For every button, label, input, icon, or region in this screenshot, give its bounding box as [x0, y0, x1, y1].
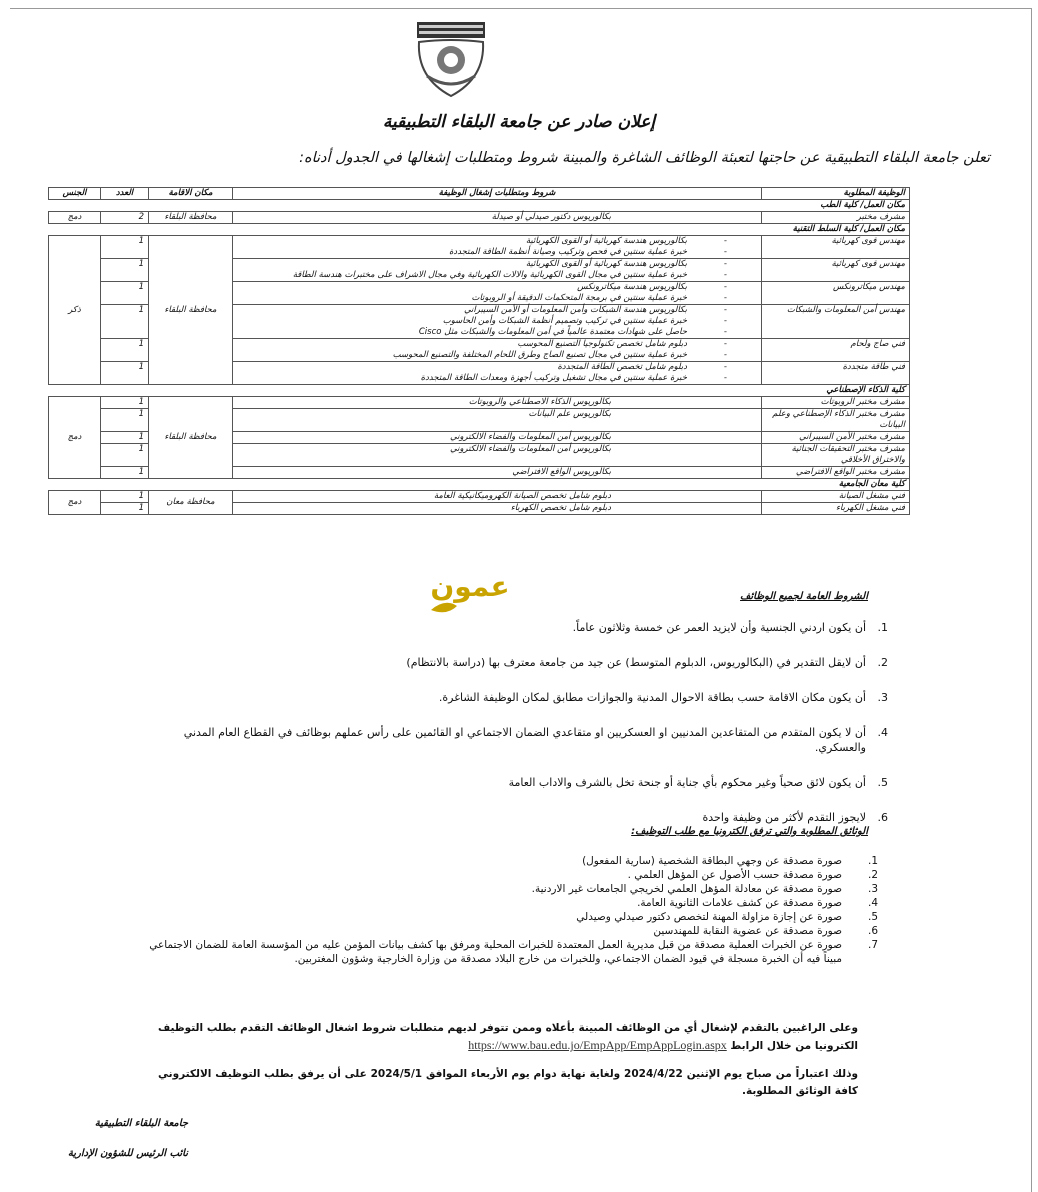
count-cell: 1 — [101, 259, 149, 282]
dates-paragraph: وذلك اعتباراً من صباح يوم الإثنين 2024/4/22 ولغاية نهاية دوام يوم الأربعاء الموافق 2024/5/1 على أن يرفق بطلب التوظيف الالكتروني كافة الوثائق المطلوبة. — [158, 1068, 859, 1097]
requirement-item: دبلوم شامل تخصص الصيانة الكهروميكانيكية العامة — [433, 491, 611, 501]
residence-cell: محافظة معان — [149, 491, 233, 515]
requirements-cell — [233, 409, 762, 432]
job-title: مهندس قوى كهربائية — [762, 236, 910, 259]
table-row — [49, 397, 910, 409]
item-text: صورة عن الخبرات العملية مصدقة من قبل مديرية العمل المعتمدة للخبرات المحلية ومرفق بها كشف بيانات المؤمن عليه من المؤسسة العامة للضمان الاجتماعي مبيناً فيه أن الخبرة مسجلة في قيود الضمان الاجتماعي، وللخبرات من خارج البلاد مصدقة من وزارة الخارجية وشؤون المغتربين. — [149, 939, 842, 965]
documents-list — [148, 855, 888, 967]
requirement-item: - دبلوم شامل تخصص الطاقة المتجددة — [237, 362, 757, 373]
requirements-list — [237, 362, 757, 384]
job-title: فني طاقة متجددة — [762, 362, 910, 385]
apply-link[interactable]: https://www.bau.edu.jo/EmpApp/EmpAppLogin.aspx — [468, 1038, 727, 1052]
requirement-item: بكالوريوس الواقع الافتراضي — [512, 467, 611, 477]
requirement-item: بكالوريوس أمن المعلومات والفضاء الالكتروني — [450, 432, 611, 442]
requirement-item: - بكالوريوس هندسة الشبكات وأمن المعلومات أو الأمن السيبراني — [237, 305, 757, 316]
requirements-cell — [233, 432, 762, 444]
general-conditions-list — [148, 620, 888, 845]
job-title: فني مشغل الصيانة — [762, 491, 910, 503]
announcement-title: إعلان صادر عن جامعة البلقاء التطبيقية — [382, 112, 656, 132]
item-text: صورة مصدقة عن معادلة المؤهل العلمي لخريجي الجامعات غير الاردنية. — [531, 883, 842, 895]
document-item — [148, 855, 888, 869]
item-number: 1. — [877, 621, 888, 634]
table-row — [49, 212, 910, 224]
document-item — [148, 869, 888, 883]
requirement-item: دبلوم شامل تخصص الكهرباء — [510, 503, 611, 513]
document-item — [148, 883, 888, 897]
section-label: كلية معان الجامعية — [49, 479, 910, 491]
document-item — [148, 897, 888, 911]
item-number: 2. — [867, 869, 878, 881]
count-cell: 1 — [101, 491, 149, 503]
item-text: أن يكون لائق صحياً وغير محكوم بأي جناية أو جنحة تخل بالشرف والاداب العامة — [508, 776, 866, 789]
job-title: مهندس قوى كهربائية — [762, 259, 910, 282]
count-cell: 1 — [101, 339, 149, 362]
job-title: فني مشغل الكهرباء — [762, 503, 910, 515]
requirements-list — [237, 236, 757, 258]
requirement-item: - خبرة عملية سنتين في مجال تشغيل وتركيب أجهزة ومعدات الطاقة المتجددة — [237, 373, 757, 384]
general-condition-item — [148, 655, 888, 670]
requirements-list — [237, 339, 757, 361]
general-conditions-title: الشروط العامة لجميع الوظائف — [740, 591, 868, 602]
general-condition-item — [148, 810, 888, 825]
gender-cell: ذكر — [49, 236, 101, 385]
apply-text: وعلى الراغبين بالتقدم لإشغال أي من الوظائف المبينة بأعلاه وممن تتوفر لديهم متطلبات شروط اشغال الوظائف التقدم بطلب التوظيف الكترونيا من خلال الرابط — [158, 1022, 858, 1052]
section-label: مكان العمل/ كلية السلط التقنية — [49, 224, 910, 236]
ammon-watermark — [425, 566, 515, 622]
item-number: 2. — [877, 656, 888, 669]
page-frame — [10, 8, 1032, 1192]
item-text: أن لايقل التقدير في (البكالوريوس، الدبلوم المتوسط) عن جيد من جامعة معترف بها (دراسة بالانتظام) — [406, 656, 866, 669]
requirements-cell — [233, 397, 762, 409]
document-item — [148, 925, 888, 939]
col-residence: مكان الاقامة — [149, 188, 233, 200]
requirement-item: - خبرة عملية سنتين في مجال القوى الكهربائية والالات الكهربائية وفي مجال الاشراف على مختبرات هندسة الطاقة — [237, 270, 757, 281]
general-condition-item — [148, 620, 888, 635]
item-number: 5. — [877, 776, 888, 789]
item-number: 5. — [867, 911, 878, 923]
section-row — [49, 479, 910, 491]
residence-cell: محافظة البلقاء — [149, 397, 233, 479]
item-text: أن يكون اردني الجنسية وأن لايزيد العمر عن خمسة وثلاثون عاماً. — [572, 621, 866, 634]
residence-cell: محافظة البلقاء — [149, 212, 233, 224]
job-title: مشرف مختبر الروبوتات — [762, 397, 910, 409]
jobs-table — [48, 187, 910, 515]
section-label: كلية الذكاء الإصطناعي — [49, 385, 910, 397]
count-cell: 1 — [101, 503, 149, 515]
count-cell: 1 — [101, 432, 149, 444]
svg-text:عمون: عمون — [430, 570, 510, 603]
requirement-item: - دبلوم شامل تخصص تكنولوجيا التصنيع المحوسب — [237, 339, 757, 350]
item-text: صورة مصدقة عن كشف علامات الثانوية العامة. — [637, 897, 842, 909]
col-gender: الجنس — [49, 188, 101, 200]
requirement-item: - بكالوريوس هندسة كهربائية أو القوى الكهربائية — [237, 259, 757, 270]
item-number: 4. — [877, 726, 888, 739]
count-cell: 1 — [101, 305, 149, 339]
gender-cell: دمج — [49, 212, 101, 224]
section-row — [49, 200, 910, 212]
requirements-list — [237, 282, 757, 304]
requirements-cell — [233, 282, 762, 305]
requirement-item: - خبرة عملية سنتين في مجال تصنيع الصاج وطرق اللحام المختلفة والتصنيع المحوسب — [237, 350, 757, 361]
count-cell: 1 — [101, 444, 149, 467]
job-title: مشرف مختبر التحقيقات الجنائية والاختراق الأخلاقي — [762, 444, 910, 467]
table-row — [49, 491, 910, 503]
item-text: صورة عن إجازة مزاولة المهنة لتخصص دكتور صيدلي وصيدلي — [576, 911, 842, 923]
signature-title: نائب الرئيس للشؤون الإدارية — [67, 1148, 188, 1159]
count-cell: 1 — [101, 409, 149, 432]
job-title: فني صاج ولحام — [762, 339, 910, 362]
count-cell: 2 — [101, 212, 149, 224]
gender-cell: دمج — [49, 491, 101, 515]
requirements-cell — [233, 305, 762, 339]
item-number: 6. — [867, 925, 878, 937]
job-title: مشرف مختبر الذكاء الإصطناعي وعلم البيانات — [762, 409, 910, 432]
residence-cell: محافظة البلقاء — [149, 236, 233, 385]
item-text: لايجوز التقدم لأكثر من وظيفة واحدة — [702, 811, 866, 824]
general-condition-item — [148, 775, 888, 790]
requirement-item: - خبرة عملية سنتين في تركيب وتصميم أنظمة الشبكات وأمن الحاسوب — [237, 316, 757, 327]
general-condition-item — [148, 690, 888, 705]
item-text: صورة مصدقة عن وجهي البطاقة الشخصية (سارية المفعول) — [582, 855, 842, 867]
table-header-row — [49, 188, 910, 200]
job-title: مهندس ميكاترونكس — [762, 282, 910, 305]
job-title: مشرف مختبر الواقع الافتراضي — [762, 467, 910, 479]
count-cell: 1 — [101, 397, 149, 409]
requirements-list — [237, 259, 757, 281]
item-number: 3. — [867, 883, 878, 895]
requirements-cell — [233, 467, 762, 479]
item-text: صورة مصدقة عن عضوية النقابة للمهندسين — [653, 925, 842, 937]
requirement-item: - خبرة عملية سنتين في برمجة المتحكمات الدقيقة أو الروبوتات — [237, 293, 757, 304]
item-number: 6. — [877, 811, 888, 824]
item-text: أن يكون مكان الاقامة حسب بطاقة الاحوال المدنية والجوازات مطابق لمكان الوظيفة الشاغرة. — [438, 691, 866, 704]
requirements-cell — [233, 362, 762, 385]
requirement-item: - بكالوريوس هندسة كهربائية أو القوى الكهربائية — [237, 236, 757, 247]
col-job: الوظيفة المطلوبة — [762, 188, 910, 200]
signature-org: جامعة البلقاء التطبيقية — [94, 1118, 188, 1129]
item-text: أن لا يكون المتقدم من المتقاعدين المدنيين او العسكريين او متقاعدي الضمان الاجتماعي او القائمين على رأس عملهم بوظائف في القطاع العام المدني والعسكري. — [183, 726, 866, 754]
requirement-item: بكالوريوس علم البيانات — [528, 409, 611, 419]
gender-cell: دمج — [49, 397, 101, 479]
requirements-cell — [233, 259, 762, 282]
requirements-cell — [233, 503, 762, 515]
section-row — [49, 385, 910, 397]
intro-text: تعلن جامعة البلقاء التطبيقية عن حاجتها لتعبئة الوظائف الشاغرة والمبينة شروط ومتطلبات إشغالها في الجدول أدناه: — [299, 150, 990, 166]
item-number: 3. — [877, 691, 888, 704]
count-cell: 1 — [101, 467, 149, 479]
job-title: مشرف مختبر — [762, 212, 910, 224]
count-cell: 1 — [101, 236, 149, 259]
item-number: 7. — [867, 939, 878, 951]
job-title: مهندس أمن المعلومات والشبكات — [762, 305, 910, 339]
section-row — [49, 224, 910, 236]
requirements-cell — [233, 491, 762, 503]
table-row — [49, 236, 910, 259]
col-requirements: شروط ومتطلبات إشغال الوظيفة — [233, 188, 762, 200]
requirements-list — [237, 305, 757, 338]
section-label: مكان العمل/ كلية الطب — [49, 200, 910, 212]
count-cell: 1 — [101, 362, 149, 385]
item-number: 4. — [867, 897, 878, 909]
requirements-cell — [233, 444, 762, 467]
documents-title: الوثائق المطلوبة والتي ترفق الكترونيا مع طلب التوظيف: — [631, 826, 868, 837]
requirement-item: بكالوريوس أمن المعلومات والفضاء الالكتروني — [450, 444, 611, 454]
document-item — [148, 939, 888, 966]
apply-paragraph — [158, 1020, 858, 1055]
requirement-item: بكالوريوس دكتور صيدلي أو صيدلة — [491, 212, 611, 222]
requirements-cell — [233, 236, 762, 259]
requirements-cell — [233, 212, 762, 224]
item-number: 1. — [867, 855, 878, 867]
requirements-cell — [233, 339, 762, 362]
job-title: مشرف مختبر الأمن السيبراني — [762, 432, 910, 444]
requirement-item: - خبرة عملية سنتين في فحص وتركيب وصيانة أنظمة الطاقة المتجددة — [237, 247, 757, 258]
general-condition-item — [148, 725, 888, 755]
col-count: العدد — [101, 188, 149, 200]
count-cell: 1 — [101, 282, 149, 305]
requirement-item: - حاصل على شهادات معتمدة عالمياً في أمن المعلومات والشبكات مثل Cisco — [237, 327, 757, 338]
requirement-item: بكالوريوس الذكاء الاصطناعي والروبوتات — [468, 397, 611, 407]
requirement-item: - بكالوريوس هندسة ميكاترونكس — [237, 282, 757, 293]
item-text: صورة مصدقة حسب الأصول عن المؤهل العلمي . — [627, 869, 842, 881]
document-item — [148, 911, 888, 925]
university-logo — [403, 18, 499, 100]
